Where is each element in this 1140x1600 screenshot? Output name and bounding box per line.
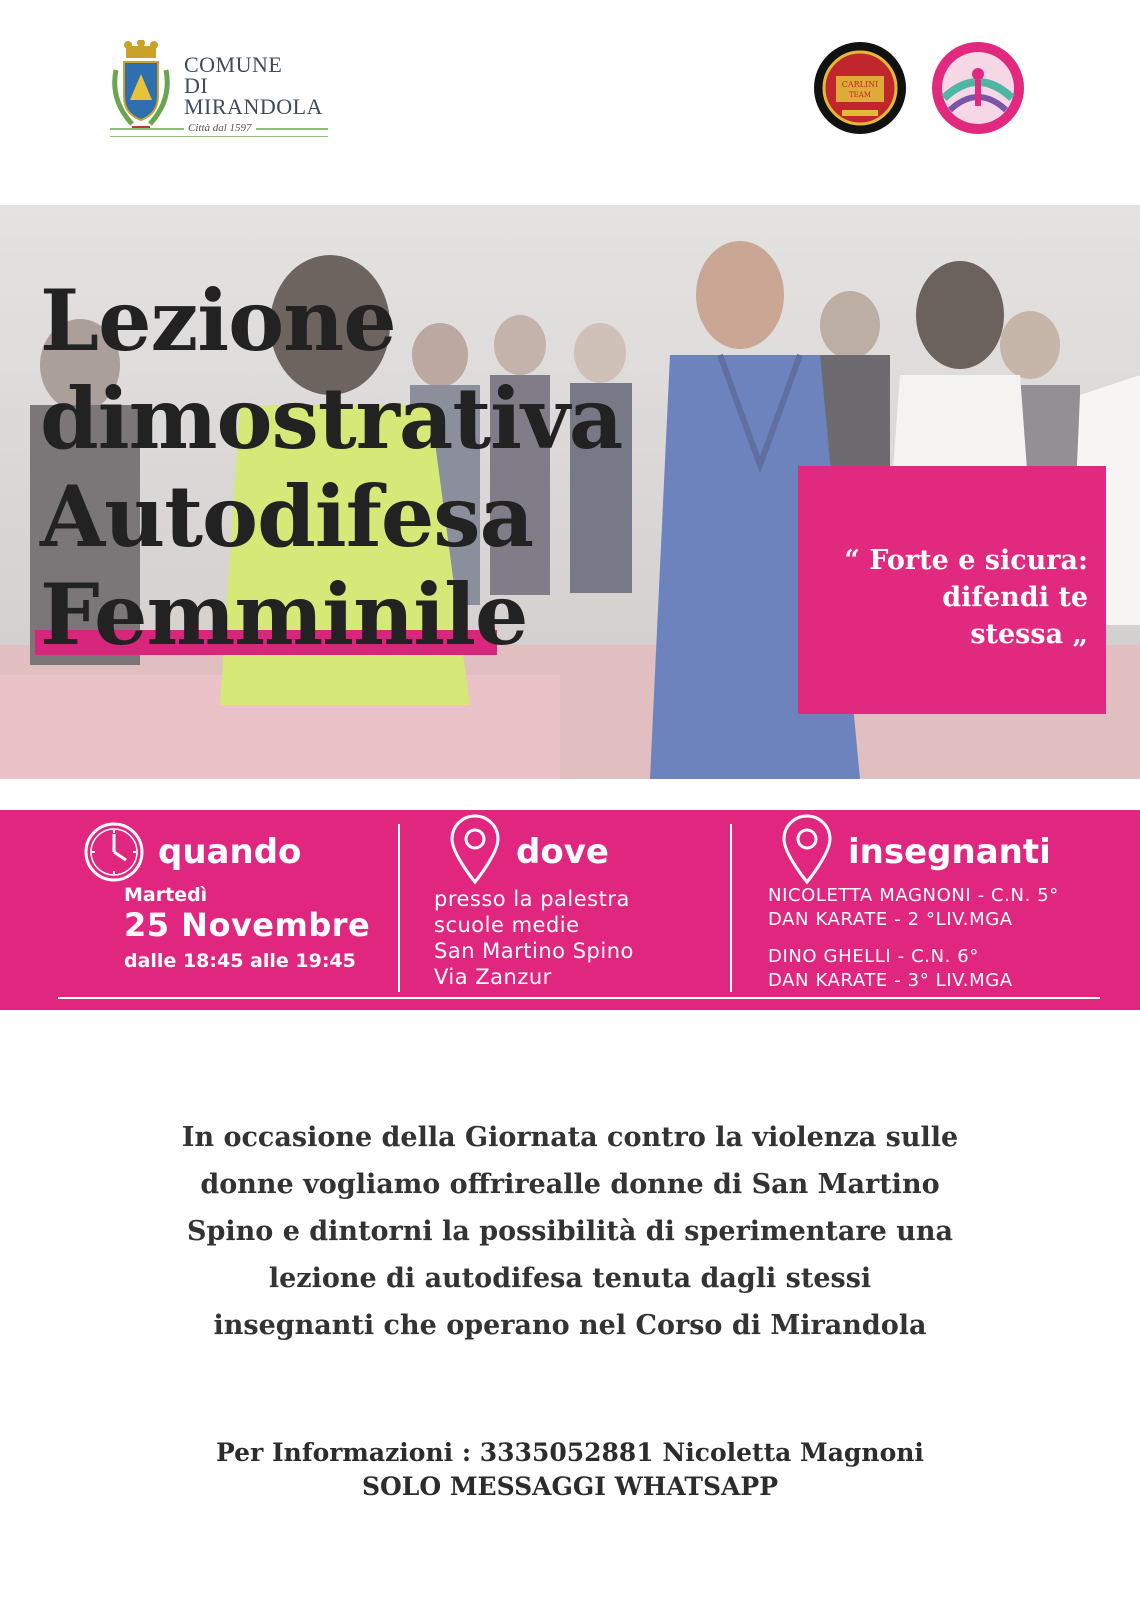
band-divider-2: [730, 824, 732, 992]
location-pin-icon: [780, 814, 834, 886]
when-time: dalle 18:45 alle 19:45: [124, 950, 356, 972]
badge-left-text-2: TEAM: [848, 91, 872, 99]
title-line-3: Autodifesa: [40, 467, 534, 566]
where-line-4: Via Zanzur: [434, 965, 552, 989]
quote-text: [818, 542, 1088, 653]
teacher-1-line-2: DAN KARATE - 2 °LIV.MGA: [768, 909, 1013, 930]
band-divider-1: [398, 824, 400, 992]
comune-line-2: DI: [184, 73, 209, 98]
comune-subtitle: Città dal 1597: [184, 122, 256, 134]
event-title: [40, 272, 622, 664]
crest-icon: [110, 40, 172, 136]
badge-left-text: CARLINI: [841, 80, 879, 89]
title-line-4: Femminile: [40, 565, 528, 664]
description-line-1: In occasione della Giornata contro la violenza sulle: [181, 1122, 959, 1153]
description-line-5: insegnanti che operano nel Corso di Mirandola: [213, 1310, 927, 1341]
teacher-2-line-2: DAN KARATE - 3° LIV.MGA: [768, 970, 1013, 991]
info-band: [0, 810, 1140, 1010]
quote-line-1: “ Forte e sicura:: [844, 545, 1088, 576]
title-line-1: Lezione: [40, 271, 396, 370]
when-day: Martedì: [124, 884, 208, 906]
contact-phone-line: Per Informazioni : 3335052881 Nicoletta Magnoni: [216, 1438, 924, 1467]
description-line-4: lezione di autodifesa tenuta dagli stessi: [268, 1263, 872, 1294]
when-heading: quando: [158, 832, 302, 872]
when-date: 25 Novembre: [124, 906, 371, 944]
teacher-1-line-1: NICOLETTA MAGNONI - C.N. 5°: [768, 885, 1059, 906]
where-line-1: presso la palestra: [434, 887, 630, 911]
quote-line-3: stessa „: [970, 619, 1088, 650]
where-line-3: San Martino Spino: [434, 939, 634, 963]
autodifesa-method-badge: [930, 40, 1026, 136]
where-line-2: scuole medie: [434, 913, 580, 937]
comune-line-3: MIRANDOLA: [184, 94, 323, 119]
quote-box: [798, 466, 1106, 714]
comune-name: [184, 54, 323, 117]
contact-whatsapp-line: SOLO MESSAGGI WHATSAPP: [361, 1472, 779, 1501]
event-description: [100, 1114, 1040, 1349]
comune-line-1: COMUNE: [184, 52, 283, 77]
teacher-2-line-1: DINO GHELLI - C.N. 6°: [768, 946, 979, 967]
title-line-2: dimostrativa: [40, 369, 623, 468]
karate-team-badge: [812, 40, 908, 136]
where-heading: dove: [516, 832, 609, 872]
description-line-2: donne vogliamo offrirealle donne di San Martino: [200, 1169, 940, 1200]
comune-divider-2: [110, 136, 328, 137]
band-bottom-rule: [58, 997, 1100, 999]
clock-icon: [82, 820, 146, 884]
location-pin-icon: [448, 814, 502, 886]
comune-logo: [110, 40, 330, 140]
teachers-heading: insegnanti: [848, 832, 1051, 872]
description-line-3: Spino e dintorni la possibilità di sperimentare una: [187, 1216, 953, 1247]
quote-line-2: difendi te: [942, 582, 1088, 613]
contact-info: [100, 1436, 1040, 1504]
